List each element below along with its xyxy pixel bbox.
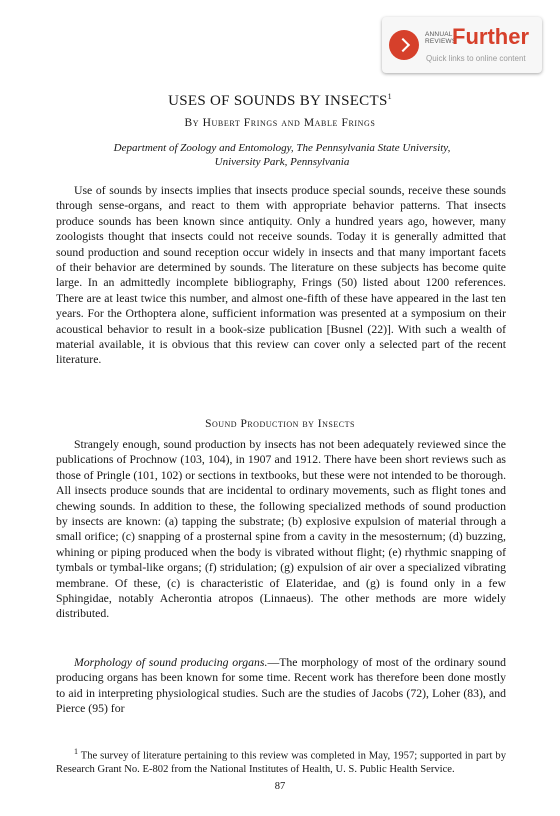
subsection-lead: Morphology of sound producing organs. <box>74 656 268 669</box>
badge-tagline: Quick links to online content <box>426 54 526 63</box>
title-footnote-mark: 1 <box>387 92 392 101</box>
body-paragraph-3 <box>56 655 506 717</box>
footnote-mark: 1 <box>74 747 78 756</box>
chevron-right-icon <box>389 30 419 60</box>
body-paragraph-1: Use of sounds by insects implies that insects produce special sounds, receive these sounds through sense-organs, and react to them with appropriate behavior patterns. That insects produce sounds has been known since antiquity. Only a hundred years ago, however, many zoologists thought that insects could not receive sounds. Today it is generally admitted that sound production and sound reception occur widely in insects and that many important facets of their behavior are determined by sounds. The literature on these subjects has become quite large. In an admittedly incomplete bibliography, Frings (50) listed about 1200 references. There are at least twice this number, and almost one-fifth of these have appeared in the last ten years. For the Orthoptera alone, sufficient information was presented at a symposium on their acoustical behavior to result in a book-size publication [Busnel (22)]. With such a wealth of material available, it is obvious that this review can cover only a selected part of the recent literature. <box>56 184 506 367</box>
affiliation-line-1: Department of Zoology and Entomology, The Pennsylvania State University, <box>113 142 451 154</box>
body-paragraph-2: Strangely enough, sound production by insects has not been adequately reviewed since the publications of Prochnow (103, 104), in 1907 and 1912. There have been short reviews such as those of Pringle (101, 102) or sections in textbooks, but these were not intended to be thorough. All insects produce sounds that are incidental to ordinary movements, such as flight tones and chewing sounds. In addition to these, the following specialized methods of sound production by insects are known: (a) tapping the substrate; (b) explosive expulsion of material through a small orifice; (c) snapping of a prosternal spine from a cavity in the mesosternum; (d) buzzing, whining or piping produced when the body is vibrated without flight; (e) rhythmic snapping of tymbals or tymbal-like organs; (f) stridulation; (g) expulsion of air over a specialized vibrating membrane. Of these, (c) is characteristic of Elateridae, and (g) is found only in a few Sphingidae, notably Acherontia atropos (Linnaeus). The other methods are more widely distributed. <box>56 438 507 621</box>
article-title: USES OF SOUNDS BY INSECTS$^1$ <box>168 92 392 109</box>
further-link-badge[interactable] <box>382 17 542 73</box>
article-authors: By Hubert Frings and Mable Frings <box>184 117 376 129</box>
article-affiliation <box>60 141 504 169</box>
affiliation-line-2: University Park, Pennsylvania <box>214 156 350 168</box>
page-number: 87 <box>274 781 286 792</box>
annual-reviews-logo-text: ANNUAL REVIEWS <box>425 31 457 45</box>
paragraph-3-text: —The morphology of most of the ordinary sound producing organs has been known for some time. Recent work has therefore been done mostly to aid in interpreting physiological studies. Such are the studies of Jacobs (72), Loher (83), and Pierce (95) for <box>56 656 506 716</box>
section-heading: Sound Production by Insects <box>205 418 355 430</box>
footnote: $^1$ The survey of literature pertaining to this review was completed in May, 1957; supported in part by Research Grant No. E-802 from the National Institutes of Health, U. S. Public Health Service. <box>56 747 506 775</box>
further-label: Further <box>452 24 529 49</box>
